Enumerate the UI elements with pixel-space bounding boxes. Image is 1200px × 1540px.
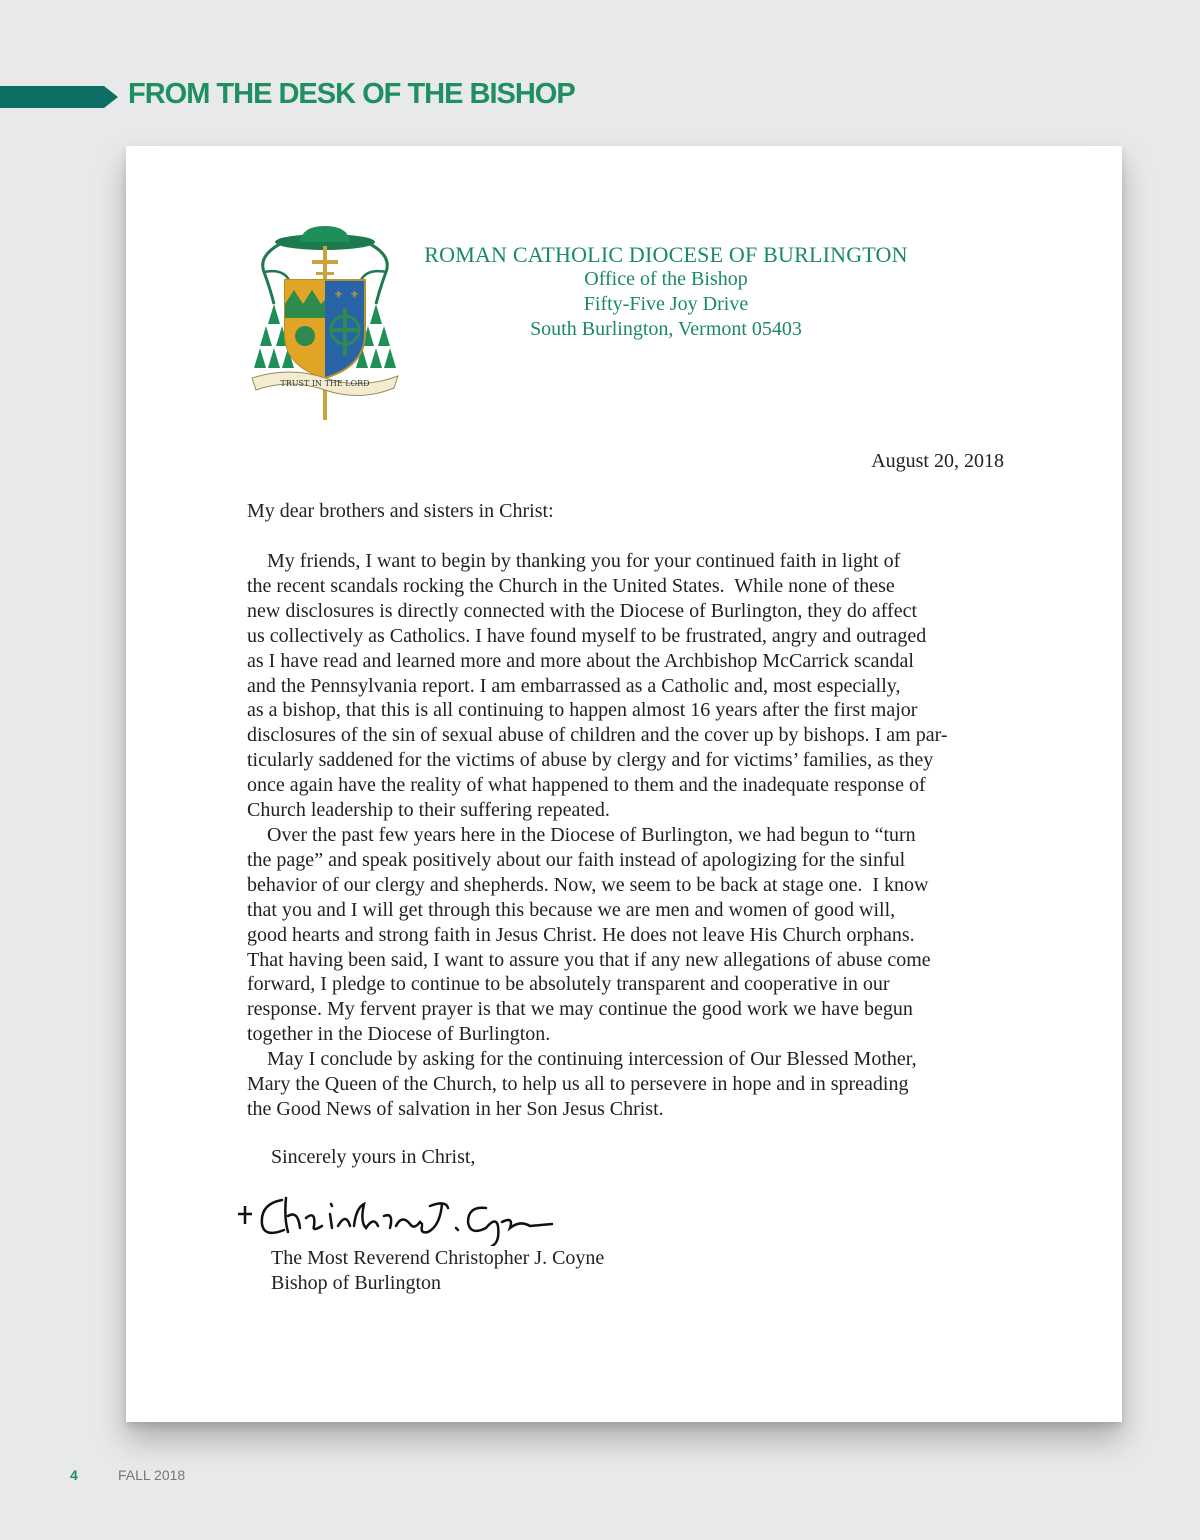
letter-line: Mary the Queen of the Church, to help us all to persevere in hope and in spreading [247,1073,909,1096]
letter-line: ticularly saddened for the victims of abuse by clergy and for victims’ families, as they [247,749,934,772]
letter-line: us collectively as Catholics. I have found myself to be frustrated, angry and outraged [247,624,927,647]
letterhead-organization: ROMAN CATHOLIC DIOCESE OF BURLINGTON [424,242,908,267]
letter-page [126,146,1122,1422]
svg-text:⚜: ⚜ [334,290,343,301]
letter-line: May I conclude by asking for the continuing intercession of Our Blessed Mother, [247,1048,917,1071]
letter-line: My friends, I want to begin by thanking you for your continued faith in light of [247,550,901,572]
signer-block [271,1246,604,1296]
letter-line: that you and I will get through this because we are men and women of good will, [247,898,896,921]
letter-line: Church leadership to their suffering repeated. [247,799,610,822]
letterhead-street: Fifty-Five Joy Drive [583,293,749,315]
letterhead-office: Office of the Bishop [584,268,748,290]
signer-title: Bishop of Burlington [271,1272,442,1294]
letter-body [247,549,1007,1122]
letter-line: the page” and speak positively about our faith instead of apologizing for the sinful [247,848,906,871]
issue-label: FALL 2018 [118,1467,186,1483]
letterhead [376,242,956,342]
letter-line: response. My fervent prayer is that we may continue the good work we have begun [247,998,913,1021]
section-arrow-icon [0,86,118,108]
letter-line: disclosures of the sin of sexual abuse of children and the cover up by bishops. I am par- [247,724,948,747]
letter-line: good hearts and strong faith in Jesus Christ. He does not leave His Church orphans. [247,923,915,946]
signature-image [234,1186,554,1246]
letterhead-city: South Burlington, Vermont 05403 [530,318,802,340]
crest-motto: TRUST IN THE LORD [280,379,370,388]
letter-line: together in the Diocese of Burlington. [247,1023,551,1046]
letter-salutation: My dear brothers and sisters in Christ: [247,500,554,522]
letter-line: as a bishop, that this is all continuing to happen almost 16 years after the first major [247,699,918,722]
letter-date: August 20, 2018 [871,450,1004,472]
letter-line: Over the past few years here in the Diocese of Burlington, we had begun to “turn [247,823,916,846]
svg-text:⚜: ⚜ [350,290,359,301]
signer-name: The Most Reverend Christopher J. Coyne [271,1247,605,1269]
letter-line: the recent scandals rocking the Church in the United States. While none of these [247,574,895,597]
section-title: FROM THE DESK OF THE BISHOP [128,78,575,110]
letter-line: That having been said, I want to assure you that if any new allegations of abuse come [247,948,931,971]
letter-line: behavior of our clergy and shepherds. Now, we seem to be back at stage one. I know [247,873,929,896]
letter-closing: Sincerely yours in Christ, [271,1146,476,1168]
letter-line: and the Pennsylvania report. I am embarrassed as a Catholic and, most especially, [247,674,901,697]
letter-line: new disclosures is directly connected with the Diocese of Burlington, they do affect [247,599,917,622]
letter-line: once again have the reality of what happened to them and the inadequate response of [247,774,926,797]
letter-line: forward, I pledge to continue to be absolutely transparent and cooperative in our [247,973,890,996]
page-number: 4 [70,1467,78,1483]
letter-line: the Good News of salvation in her Son Jesus Christ. [247,1097,664,1120]
letter-line: as I have read and learned more and more about the Archbishop McCarrick scandal [247,649,914,672]
